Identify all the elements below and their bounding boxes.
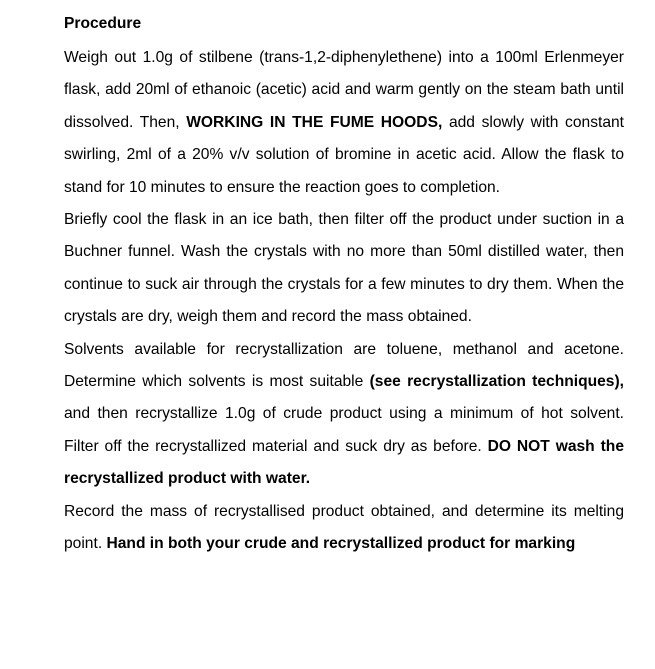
hand-in-instruction: Hand in both your crude and recrystallized product for marking	[106, 535, 576, 553]
paragraph-filter-and-dry: Briefly cool the flask in an ice bath, then filter off the product under suction in a Buchner funnel. Wash the crystals with no more than 50ml distilled water, then continue to suck air through the crystals for a few minutes to dry them. When the crystals are dry, weigh them and record the mass obtained.	[64, 211, 624, 326]
section-heading: Procedure	[64, 15, 142, 32]
technique-reference: (see recrystallization techniques),	[369, 373, 624, 391]
paragraph-text: Weigh out 1.0g of stilbene (trans-1,2-diphenylethene) into a 100ml Erlenmeyer flask, add 20ml of ethanoic (acetic) acid and warm gently on the steam bath until dissolved. Then,	[64, 49, 624, 131]
document-page	[64, 14, 624, 561]
paragraph-weigh-and-brominate	[64, 42, 624, 204]
paragraph-text: Solvents available for recrystallization are toluene, methanol and acetone. Determine which solvents is most suitable	[64, 340, 624, 391]
paragraph-text: Record the mass of recrystallised product obtained, and determine its melting point.	[64, 502, 624, 553]
fume-hood-warning: WORKING IN THE FUME HOODS,	[186, 113, 443, 131]
paragraph-text: add slowly with constant swirling, 2ml of a 20% v/v solution of bromine in acetic acid. Allow the flask to stand for 10 minutes to ensure the reaction goes to completion.	[64, 113, 624, 196]
paragraph-melting-point	[64, 496, 624, 561]
water-wash-warning: DO NOT wash the recrystallized product with water.	[64, 437, 624, 488]
paragraph-recrystallize	[64, 334, 624, 496]
paragraph-text: and then recrystallize 1.0g of crude product using a minimum of hot solvent. Filter off the recrystallized material and suck dry as before.	[64, 405, 624, 455]
